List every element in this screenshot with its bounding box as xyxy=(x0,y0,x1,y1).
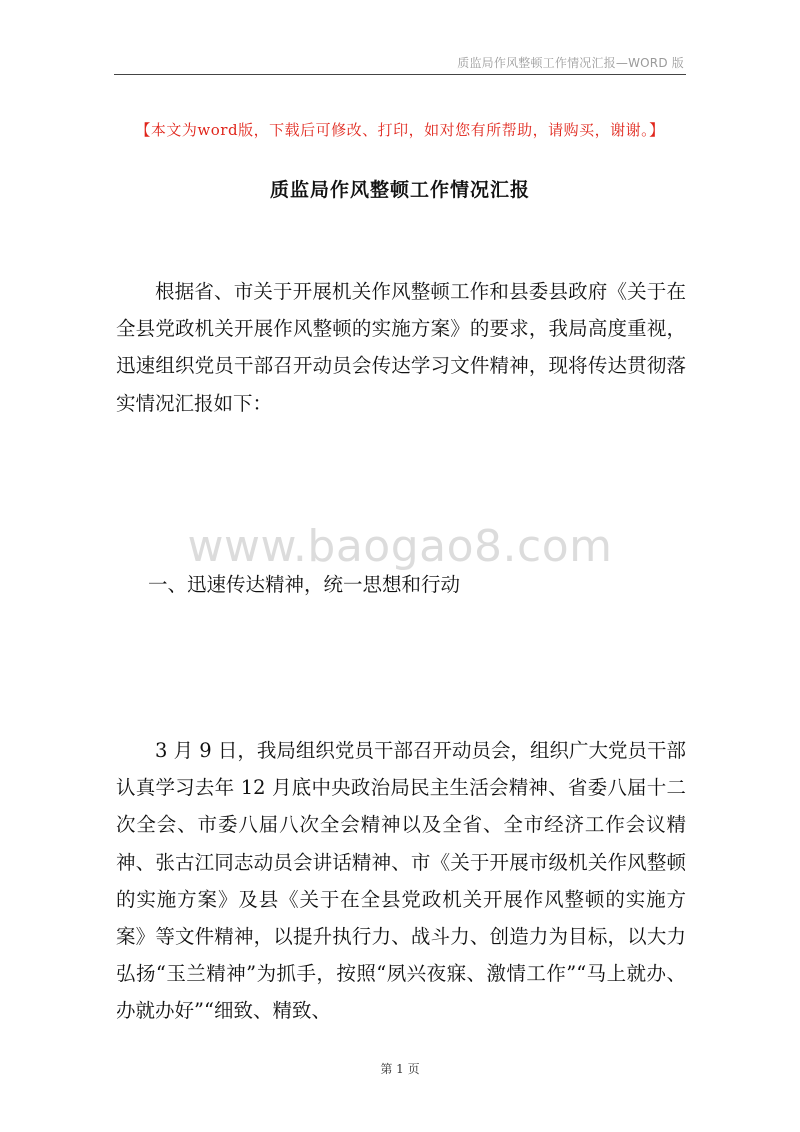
document-title: 质监局作风整顿工作情况汇报 xyxy=(269,179,530,201)
purchase-notice: 【本文为word版，下载后可修改、打印，如对您有所帮助，请购买，谢谢。】 xyxy=(135,121,665,139)
body-paragraph: 3 月 9 日，我局组织党员干部召开动员会，组织广大党员干部认真学习去年 12 月底中央政治局民主生活会精神、省委八届十二次全会、市委八届八次全会精神以及全省、全市经济工作会议精神、张古江同志动员会讲话精神、市《关于开展市级机关作风整顿的实施方案》及县《关于在全县党政机关开展作风整顿的实施方案》等文件精神，以提升执行力、战斗力、创造力为目标，以大力弘扬“玉兰精神”为抓手，按照“夙兴夜寐、激情工作”“马上就办、办就办好”“细致、精致、 xyxy=(116,739,686,1023)
watermark: www.baogao8.com xyxy=(187,521,613,572)
page-number: 第 1 页 xyxy=(380,1062,420,1076)
header-divider xyxy=(114,74,686,75)
running-header-title: 质监局作风整顿工作情况汇报—WORD 版 xyxy=(457,56,684,70)
section-heading: 一、迅速传达精神，统一思想和行动 xyxy=(148,573,461,596)
intro-paragraph: 根据省、市关于开展机关作风整顿工作和县委县政府《关于在全县党政机关开展作风整顿的实施方案》的要求，我局高度重视，迅速组织党员干部召开动员会传达学习文件精神，现将传达贯彻落实情况汇报如下： xyxy=(116,280,686,415)
